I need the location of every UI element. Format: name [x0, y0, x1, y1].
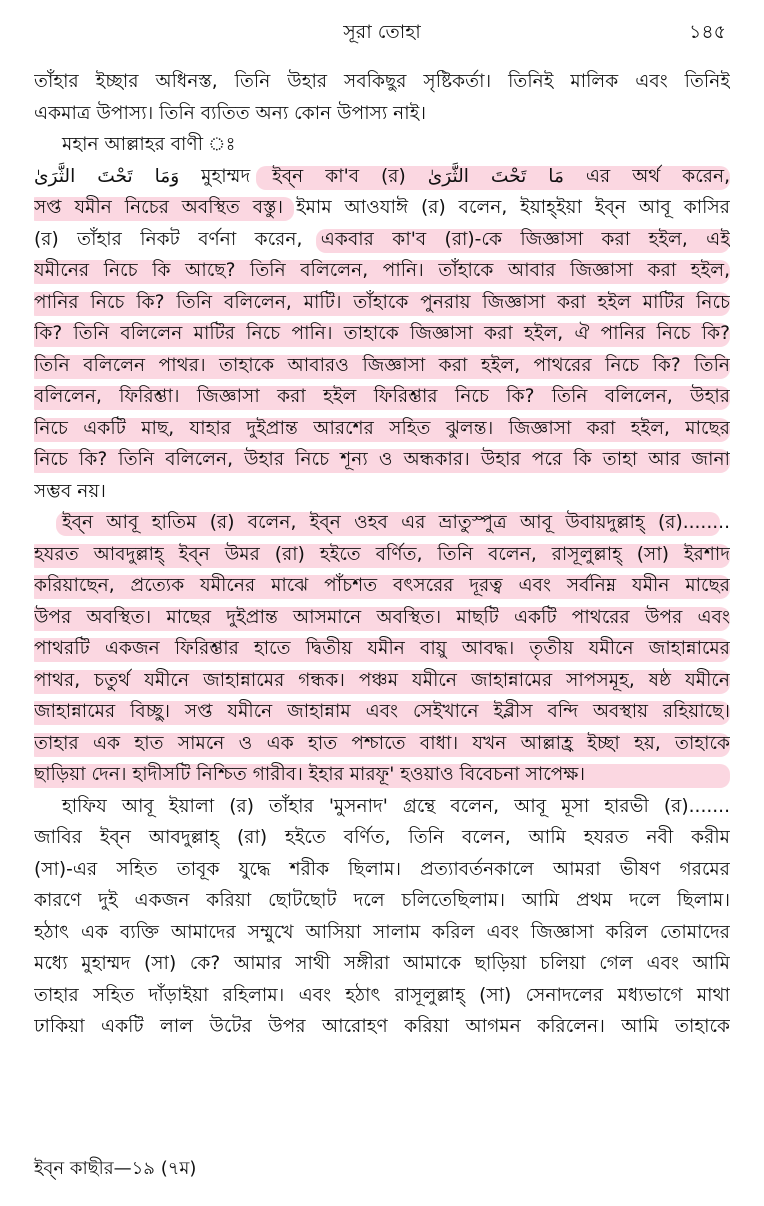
text-line: কারণে দুই একজন করিয়া ছোটছোট দলে চলিতেছিলাম। আমি প্রথম দলে ছিলাম। [34, 890, 730, 911]
text-line: বলিলেন, ফিরিশ্তা। জিজ্ঞাসা করা হইল ফিরিশ্তার নিচে কি? তিনি বলিলেন, উহার [34, 381, 730, 413]
running-title: সূরা তোহা [343, 21, 421, 43]
text-line: কি? তিনি বলিলেন মাটির নিচে পানি। তাহাকে জিজ্ঞাসা করা হইল, ঐ পানির নিচে কি? [34, 318, 730, 350]
text-line: তাহার এক হাত সামনে ও এক হাত পশ্চাতে বাধা। যখন আল্লাহ্র ইচ্ছা হয়, তাহাকে [34, 728, 730, 760]
page-body [34, 66, 730, 1043]
text-line: পানির নিচে কি? তিনি বলিলেন, মাটি। তাঁহাকে পুনরায় জিজ্ঞাসা করা হইল মাটির নিচে [34, 287, 730, 319]
text-line: তাহার সহিত দাঁড়াইয়া রহিলাম। এবং হঠাৎ রাসূলুল্লাহ্ (সা) সেনাদলের মধ্যভাগে মাথা [34, 984, 730, 1006]
text-line: একমাত্র উপাস্য। তিনি ব্যতিত অন্য কোন উপাস্য নাই। [34, 102, 426, 124]
text-line: তাঁহার ইচ্ছার অধিনস্ত, তিনি উহার সবকিছুর সৃষ্টিকর্তা। তিনিই মালিক এবং তিনিই [34, 71, 730, 92]
text-line: সপ্ত যমীন নিচের অবস্থিত বস্তু। ইমাম আওযাঈ (র) বলেন, ইয়াহ্ইয়া ইব্ন আবূ কাসির [34, 192, 730, 224]
footer-signature: ইব্ন কাছীর—১৯ (৭ম) [34, 1158, 197, 1179]
text-line: হযরত আবদুল্লাহ্ ইব্ন উমর (রা) হইতে বর্ণিত, তিনি বলেন, রাসূলুল্লাহ্ (সা) ইরশাদ [34, 539, 730, 571]
text-line: নিচে কি? তিনি বলিলেন, উহার নিচে শূন্য ও অন্ধকার। উহার পরে কি তাহা আর জানা [34, 444, 730, 476]
page-header [0, 18, 764, 50]
text-line: ছাড়িয়া দেন। হাদীসটি নিশ্চিত গারীব। ইহার মারফূ' হওয়াও বিবেচনা সাপেক্ষ। [34, 759, 730, 791]
text-line: সম্ভব নয়। [34, 480, 106, 502]
page-number: ১৪৫ [689, 21, 726, 43]
text-line: ইব্ন আবূ হাতিম (র) বলেন, ইব্ন ওহব এর ভ্রাতুস্পুত্র আবূ উবায়দুল্লাহ্ (র)........ [34, 507, 730, 539]
text-line: নিচে একটি মাছ, যাহার দুইপ্রান্ত আরশের সহিত ঝুলন্ত। জিজ্ঞাসা করা হইল, মাছের [34, 413, 730, 445]
text-line: জাহান্নামের বিচ্ছু। সপ্ত যমীনে জাহান্নাম এবং সেইখানে ইব্লীস বন্দি অবস্থায় রহিয়াছে। [34, 696, 730, 728]
text-line-arabic: وَمَا تَحْتَ الثَّرَىٰ মুহাম্মদ ইব্ন কা'ব (র) مَا تَحْتَ الثَّرَىٰ এর অর্থ করেন, [34, 161, 730, 193]
text-line: যমীনের নিচে কি আছে? তিনি বলিলেন, পানি। তাঁহাকে আবার জিজ্ঞাসা করা হইল, [34, 255, 730, 287]
text-line: করিয়াছেন, প্রত্যেক যমীনের মাঝে পাঁচশত বৎসরের দূরত্ব এবং সর্বনিম্ন যমীন মাছের [34, 570, 730, 602]
text-line: ঢাকিয়া একটি লাল উটের উপর আরোহণ করিয়া আগমন করিলেন। আমি তাহাকে [34, 1016, 730, 1037]
text-line: হঠাৎ এক ব্যক্তি আমাদের সম্মুখে আসিয়া সালাম করিল এবং জিজ্ঞাসা করিল তোমাদের [34, 921, 730, 943]
text-line: তিনি বলিলেন পাথর। তাহাকে আবারও জিজ্ঞাসা করা হইল, পাথরের নিচে কি? তিনি [34, 350, 730, 382]
text-line: জাবির ইব্ন আবদুল্লাহ্ (রা) হইতে বর্ণিত, তিনি বলেন, আমি হযরত নবী করীম [34, 827, 730, 848]
text-line: পাথরটি একজন ফিরিশ্তার হাতে দ্বিতীয় যমীন বায়ু আবদ্ধ। তৃতীয় যমীনে জাহান্নামের [34, 633, 730, 665]
text-line: হাফিয আবূ ইয়ালা (র) তাঁহার 'মুসনাদ' গ্রন্থে বলেন, আবূ মূসা হারভী (র)....... [62, 795, 730, 817]
text-line: মহান আল্লাহর বাণী ঃ [62, 134, 236, 155]
text-line: মধ্যে মুহাম্মদ (সা) কে? আমার সাথী সঙ্গীরা আমাকে ছাড়িয়া চলিয়া গেল এবং আমি [34, 953, 730, 974]
text-line: পাথর, চতুর্থ যমীনে জাহান্নামের গন্ধক। পঞ্চম যমীনে জাহান্নামের সাপসমূহ, ষষ্ঠ যমীনে [34, 665, 730, 697]
text-line: উপর অবস্থিত। মাছের দুইপ্রান্ত আসমানে অবস্থিত। মাছটি একটি পাথরের উপর এবং [34, 602, 730, 634]
text-line: (র) তাঁহার নিকট বর্ণনা করেন, একবার কা'ব (রা)-কে জিজ্ঞাসা করা হইল, এই [34, 224, 730, 256]
text-line: (সা)-এর সহিত তাবূক যুদ্ধে শরীক ছিলাম। প্রত্যাবর্তনকালে আমরা ভীষণ গরমের [34, 858, 730, 880]
